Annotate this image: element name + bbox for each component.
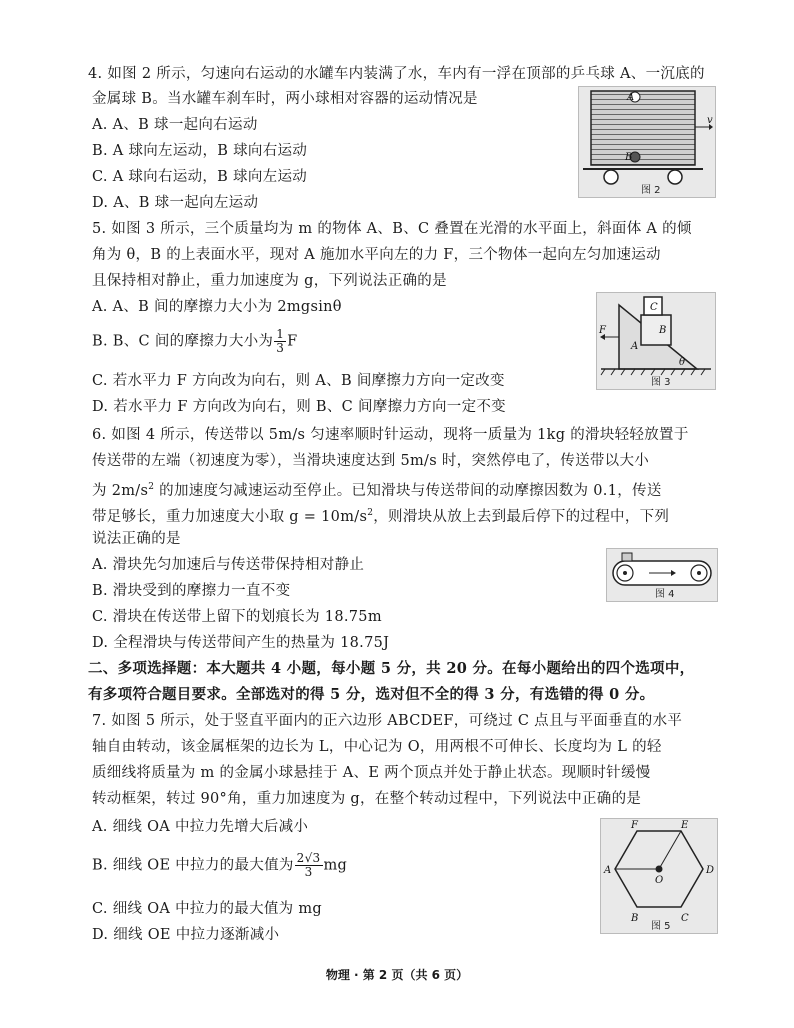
q5-option-a: A. A、B 间的摩擦力大小为 2mgsinθ [92,299,342,315]
q7-stem-line2: 轴自由转动，该金属框架的边长为 L，中心记为 O，用两根不可伸长、长度均为 L 的轻 [92,739,662,755]
q6-stem-line4: 带足够长，重力加速度大小取 $g = 10m/s^2$，则滑块从放上去到最后停下的过程中，下列 [92,508,670,525]
figure-3-stacked-blocks [596,292,716,390]
figure-3-caption: 图 3 [651,377,671,388]
q5-stem-line1: 5. 如图 3 所示，三个质量均为 m 的物体 A、B、C 叠置在光滑的水平面上，斜面体 A 的倾 [92,221,692,237]
q5-option-b: B. B、C 间的摩擦力大小为 $\frac{1}{3}$ F [92,327,298,355]
q4-option-d: D. A、B 球一起向左运动 [92,195,259,211]
svg-text:O: O [655,875,664,886]
q7-stem-line4: 转动框架，转过 90°角，重力加速度为 g，在整个转动过程中，下列说法中正确的是 [92,791,642,807]
q6-option-a: A. 滑块先匀加速后与传送带保持相对静止 [92,557,365,573]
ball-a-label: A [627,92,635,103]
q4-option-b: B. A 球向左运动，B 球向右运动 [92,143,308,159]
q7-option-d: D. 细线 OE 中拉力逐渐减小 [92,927,280,943]
q4-option-a: A. A、B 球一起向右运动 [92,117,258,133]
wheel-right [668,170,682,184]
q6-option-d: D. 全程滑块与传送带间产生的热量为 18.75J [92,635,390,651]
string-oe [659,831,681,869]
section-2-header-line1: 二、多项选择题：本大题共 4 小题，每小题 5 分，共 20 分。在每小题给出的四个选项中， [88,660,695,677]
q7-option-b: B. 细线 OE 中拉力的最大值为 $\frac{2√3}{3}$ mg [92,851,348,879]
svg-text:D: D [706,865,715,876]
q5-option-d: D. 若水平力 F 方向改为向右，则 B、C 间摩擦力方向一定不变 [92,399,506,415]
q4-stem-line2: 金属球 B。当水罐车刹车时，两小球相对容器的运动情况是 [92,91,478,107]
svg-text:C: C [681,913,689,924]
ball-b-label: B [625,152,633,163]
q6-stem-line2: 传送带的左端（初速度为零），当滑块速度达到 5m/s 时，突然停电了，传送带以大小 [92,453,650,469]
figure-2-caption: 图 2 [641,185,661,196]
svg-text:C: C [650,302,658,313]
svg-text:F: F [631,820,638,831]
q6-option-b: B. 滑块受到的摩擦力一直不变 [92,583,291,599]
svg-text:θ: θ [679,357,686,368]
svg-text:A: A [604,865,612,876]
q5-option-b-text: B. B、C 间的摩擦力大小为 [92,333,274,350]
q7-option-c: C. 细线 OA 中拉力的最大值为 mg [92,901,323,917]
figure-5-caption: 图 5 [651,921,671,932]
tank-body [591,91,695,165]
svg-text:B: B [631,913,639,924]
q4-stem-line1: 4. 如图 2 所示，匀速向右运动的水罐车内装满了水，车内有一浮在顶部的乒乓球 A、一沉底的 [88,66,705,82]
q5-stem-line2: 角为 θ，B 的上表面水平，现对 A 施加水平向左的力 F，三个物体一起向左匀加速运动 [92,247,661,263]
q6-stem-line1: 6. 如图 4 所示，传送带以 5m/s 匀速率顺时针运动，现将一质量为 1kg 的滑块轻轻放置于 [92,427,689,443]
q7-option-a: A. 细线 OA 中拉力先增大后减小 [92,819,309,835]
svg-text:B: B [659,325,667,336]
svg-text:F: F [599,325,606,336]
q6-stem-line3: 为 $2m/s^2$ 的加速度匀减速运动至停止。已知滑块与传送带间的动摩擦因数为 0.1，传送 [92,482,662,499]
figure-5-hexagon-frame [600,818,718,934]
q5-stem-line3: 且保持相对静止，重力加速度为 g，下列说法正确的是 [92,273,447,289]
metal-ball [656,866,663,873]
svg-text:A: A [631,341,639,352]
q6-option-c: C. 滑块在传送带上留下的划痕长为 18.75m [92,609,382,625]
svg-text:E: E [681,820,689,831]
wheel-left [604,170,618,184]
block-b [641,315,671,345]
q7-stem-line3: 质细线将质量为 m 的金属小球悬挂于 A、E 两个顶点并处于静止状态。现顺时针缓慢 [92,765,651,781]
q6-stem-line5: 说法正确的是 [92,531,181,547]
figure-4-caption: 图 4 [655,589,675,600]
figure-4-conveyor-belt [606,548,718,602]
slider-block [622,553,632,561]
page-footer: 物理 · 第 2 页（共 6 页） [325,968,469,982]
q7-stem-line1: 7. 如图 5 所示，处于竖直平面内的正六边形 ABCDEF，可绕过 C 点且与平面垂直的水平 [92,713,683,729]
q4-option-c: C. A 球向右运动，B 球向左运动 [92,169,308,185]
figure-2-water-tanker [578,86,716,198]
q7-option-b-fraction: $\frac{2√3}{3}$ [296,851,321,879]
q5-option-b-fraction: $\frac{1}{3}$ [276,327,285,355]
q5-option-c: C. 若水平力 F 方向改为向右，则 A、B 间摩擦力方向一定改变 [92,373,505,389]
velocity-label: v [707,115,713,126]
section-2-header-line2: 有多项符合题目要求。全部选对的得 5 分，选对但不全的得 3 分，有选错的得 0 分。 [88,686,655,703]
